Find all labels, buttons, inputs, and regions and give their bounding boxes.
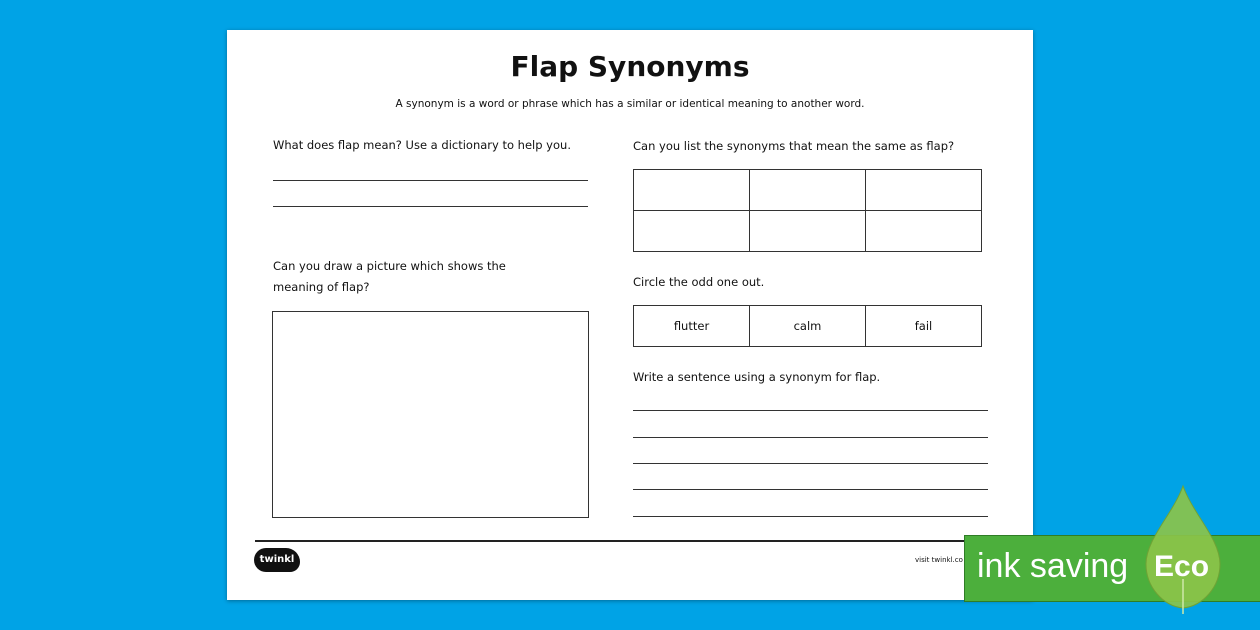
synonym-cell xyxy=(750,170,866,211)
synonym-cell xyxy=(634,170,750,211)
answer-line xyxy=(633,437,988,438)
answer-line xyxy=(633,410,988,411)
synonym-cell xyxy=(866,170,982,211)
footer-divider xyxy=(255,540,1015,542)
synonym-cell xyxy=(750,211,866,252)
question-list-synonyms: Can you list the synonyms that mean the same as flap? xyxy=(633,139,955,153)
synonym-grid xyxy=(633,169,982,252)
question-sentence: Write a sentence using a synonym for flap. xyxy=(633,370,881,384)
twinkl-logo: twinkl xyxy=(254,548,300,572)
table-row xyxy=(634,306,982,347)
table-row xyxy=(634,211,982,252)
answer-line xyxy=(273,206,588,207)
question-draw-line2: meaning of flap? xyxy=(273,280,370,294)
synonym-definition: A synonym is a word or phrase which has a similar or identical meaning to another word. xyxy=(395,98,865,110)
answer-line xyxy=(633,463,988,464)
visit-url: visit twinkl.co xyxy=(915,556,963,564)
odd-one-out-table xyxy=(633,305,982,347)
ink-saving-label: ink saving xyxy=(977,547,1129,585)
question-meaning: What does flap mean? Use a dictionary to help you. xyxy=(273,138,571,152)
odd-word-cell: fail xyxy=(866,306,982,347)
question-draw-line1: Can you draw a picture which shows the xyxy=(273,259,506,273)
drawing-box xyxy=(272,311,589,518)
synonym-cell xyxy=(634,211,750,252)
worksheet-title: Flap Synonyms xyxy=(510,50,750,83)
table-row xyxy=(634,170,982,211)
eco-label: Eco xyxy=(1154,550,1210,583)
answer-line xyxy=(273,180,588,181)
synonym-cell xyxy=(866,211,982,252)
odd-word-cell: calm xyxy=(750,306,866,347)
odd-word-cell: flutter xyxy=(634,306,750,347)
question-odd-one-out: Circle the odd one out. xyxy=(633,275,765,289)
question-draw xyxy=(273,256,506,298)
answer-line xyxy=(633,489,988,490)
answer-line xyxy=(633,516,988,517)
